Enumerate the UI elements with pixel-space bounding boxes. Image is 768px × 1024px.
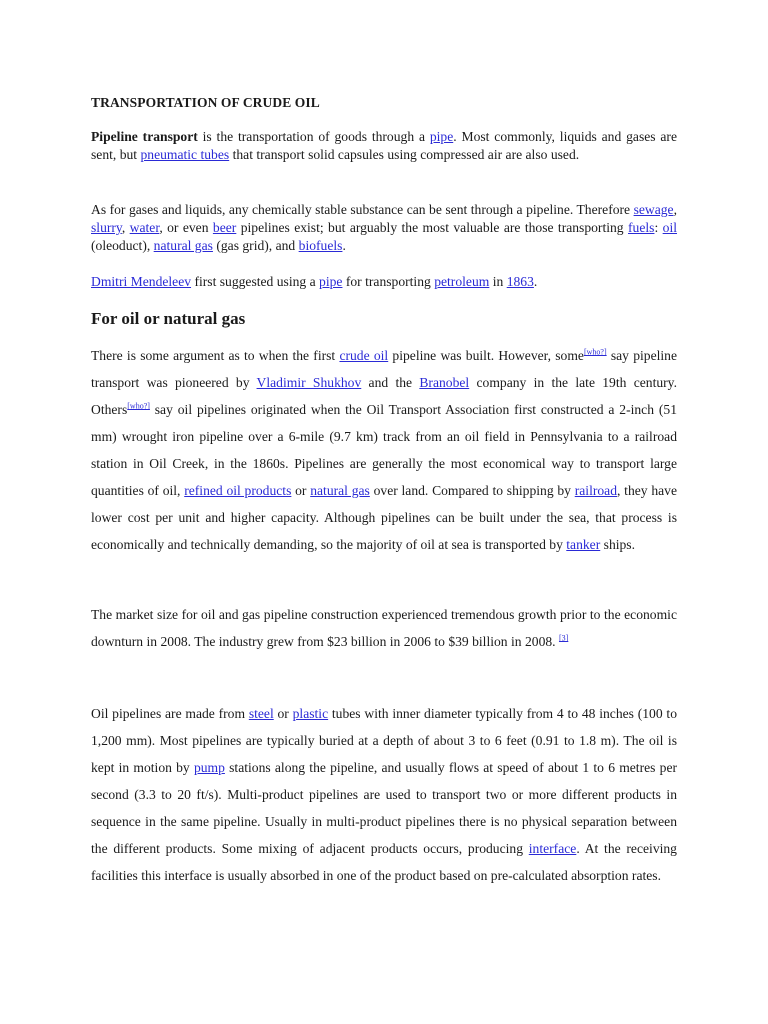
link-pipe[interactable]: pipe xyxy=(319,274,343,289)
text: for transporting xyxy=(342,274,435,289)
text: , they have lower cost per unit and higher capacity. Although pipelines can be built under the sea, that process is economically and technically demanding, so the majority of oil at sea is transported by xyxy=(91,483,677,552)
text: pipeline was built. However, some xyxy=(388,348,584,363)
paragraph-gases-liquids xyxy=(91,201,677,255)
link-interface[interactable]: interface xyxy=(528,841,577,856)
link-oil[interactable]: oil xyxy=(662,220,677,235)
link-fuels[interactable]: fuels xyxy=(628,220,655,235)
text: (oleoduct), xyxy=(91,238,154,253)
text: company in the late 19th century. Others xyxy=(91,375,677,417)
citation-link[interactable]: [who?] xyxy=(583,347,607,357)
document-title: TRANSPORTATION OF CRUDE OIL xyxy=(91,95,320,110)
link-natural-gas[interactable]: natural gas xyxy=(310,483,370,498)
paragraph-history xyxy=(91,342,677,558)
link-pipe[interactable]: pipe xyxy=(429,129,454,144)
text: As for gases and liquids, any chemically stable substance can be sent through a pipeline. Therefore xyxy=(91,202,634,217)
link-sewage[interactable]: sewage xyxy=(633,202,674,217)
text: : xyxy=(654,220,663,235)
text: that transport solid capsules using compressed air are also used. xyxy=(229,147,580,162)
text: . At the receiving facilities this interface is usually absorbed in one of the product based on pre-calculated absorption rates. xyxy=(91,841,677,883)
text: There is some argument as to when the first xyxy=(91,348,340,363)
citation-who xyxy=(584,347,607,356)
link-steel[interactable]: steel xyxy=(248,706,274,721)
bold-term: Pipeline transport xyxy=(91,129,198,144)
section-heading: For oil or natural gas xyxy=(91,309,246,328)
link-water[interactable]: water xyxy=(129,220,160,235)
citation-3 xyxy=(559,633,568,642)
link-branobel[interactable]: Branobel xyxy=(419,375,470,390)
link-biofuels[interactable]: biofuels xyxy=(298,238,343,253)
text: The market size for oil and gas pipeline construction experienced tremendous growth prior to the economic downturn in 2008. The industry grew from $23 billion in 2006 to $39 billion in 2008. xyxy=(91,607,677,649)
text: , xyxy=(121,220,130,235)
link-crude-oil[interactable]: crude oil xyxy=(339,348,389,363)
link-petroleum[interactable]: petroleum xyxy=(434,274,490,289)
link-refined-oil-products[interactable]: refined oil products xyxy=(184,483,292,498)
text: over land. Compared to shipping by xyxy=(369,483,575,498)
text: is the transportation of goods through a xyxy=(197,129,430,144)
link-pump[interactable]: pump xyxy=(193,760,225,775)
text: pipelines exist; but arguably the most valuable are those transporting xyxy=(236,220,629,235)
text: and the xyxy=(361,375,420,390)
text: , or even xyxy=(159,220,213,235)
text: . Most commonly, liquids and gases are sent, but xyxy=(91,129,677,162)
text: (gas grid), and xyxy=(212,238,299,253)
paragraph-pipeline-transport xyxy=(91,128,677,164)
link-vladimir-shukhov[interactable]: Vladimir Shukhov xyxy=(256,375,362,390)
link-slurry[interactable]: slurry xyxy=(91,220,122,235)
paragraph-mendeleev xyxy=(91,273,677,291)
text: Oil pipelines are made from xyxy=(91,706,249,721)
text: stations along the pipeline, and usually flows at speed of about 1 to 6 metres per second (3.3 to 20 ft/s). Multi-product pipelines are used to transport two or more different products in sequence in the same pipeline. Usually in multi-product pipelines there is no physical separation between the different products. Some mixing of adjacent products occurs, producing xyxy=(91,760,678,856)
text: . xyxy=(533,274,538,289)
text: say oil pipelines originated when the Oil Transport Association first constructed a 2-inch (51 mm) wrought iron pipeline over a 6-mile (9.7 km) track from an oil field in Pennsylvania to a railroad station in Oil Creek, in the 1860s. Pipelines are generally the most economical way to transport large quantities of oil, xyxy=(91,402,677,498)
link-dmitri-mendeleev[interactable]: Dmitri Mendeleev xyxy=(91,274,192,289)
link-plastic[interactable]: plastic xyxy=(292,706,329,721)
paragraph-pipeline-materials xyxy=(91,700,677,889)
text: say pipeline transport was pioneered by xyxy=(91,348,677,390)
citation-link[interactable]: [3] xyxy=(558,633,569,643)
link-pneumatic-tubes[interactable]: pneumatic tubes xyxy=(140,147,230,162)
link-1863[interactable]: 1863 xyxy=(506,274,534,289)
link-railroad[interactable]: railroad xyxy=(574,483,618,498)
text: , xyxy=(673,202,677,217)
citation-who xyxy=(127,401,150,410)
citation-link[interactable]: [who?] xyxy=(127,401,150,411)
paragraph-market-size xyxy=(91,601,677,655)
text: . xyxy=(342,238,346,253)
link-tanker[interactable]: tanker xyxy=(566,537,601,552)
text: ships. xyxy=(600,537,635,552)
text: in xyxy=(489,274,507,289)
text: first suggested using a xyxy=(191,274,320,289)
text: or xyxy=(273,706,293,721)
text: tubes with inner diameter typically from 4 to 48 inches (100 to 1,200 mm). Most pipelines are typically buried at a depth of about 3 to 6 feet (0.91 to 1.8 m). The oil is kept in motion by xyxy=(91,706,677,775)
link-natural-gas[interactable]: natural gas xyxy=(153,238,213,253)
link-beer[interactable]: beer xyxy=(212,220,237,235)
text: or xyxy=(291,483,311,498)
